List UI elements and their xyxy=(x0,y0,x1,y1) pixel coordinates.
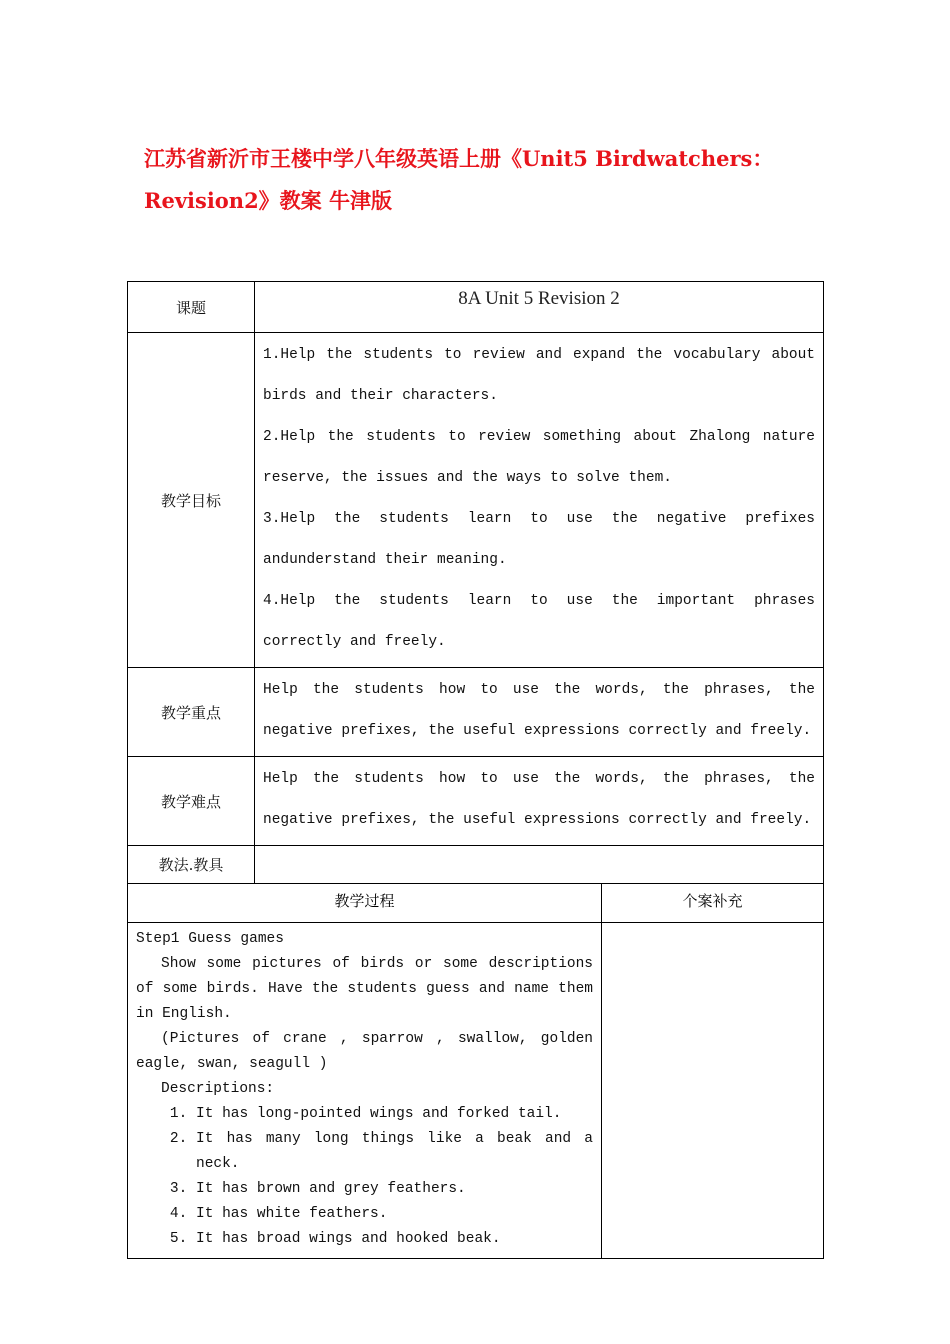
description-item: 3. It has brown and grey feathers. xyxy=(196,1177,593,1202)
difficult-points-row xyxy=(128,757,824,846)
description-item: 4. It has white feathers. xyxy=(196,1202,593,1227)
description-item: 5. It has broad wings and hooked beak. xyxy=(196,1227,593,1252)
process-header: 教学过程 xyxy=(128,884,602,923)
goals-label: 教学目标 xyxy=(128,333,255,668)
step-intro: Show some pictures of birds or some descriptions of some birds. Have the students guess and name them in English. xyxy=(136,956,593,1022)
supplement-header: 个案补充 xyxy=(602,884,824,923)
description-item: 1. It has long-pointed wings and forked tail. xyxy=(196,1102,593,1127)
process-row xyxy=(128,923,824,1259)
methods-label: 教法.教具 xyxy=(128,846,255,884)
document-title-line-2: Revision2》教案 牛津版 xyxy=(144,188,392,213)
goals-row xyxy=(128,333,824,668)
key-points-text: Help the students how to use the words, the phrases, the negative prefixes, the useful expressions correctly and freely. xyxy=(263,682,816,739)
topic-row xyxy=(128,282,824,333)
topic-label: 课题 xyxy=(128,282,255,333)
step-pictures: (Pictures of crane , sparrow , swallow, golden eagle, swan, seagull ) xyxy=(136,1031,593,1072)
methods-value xyxy=(255,846,824,884)
difficult-points-label: 教学难点 xyxy=(128,757,255,846)
descriptions-label: Descriptions: xyxy=(161,1081,275,1097)
key-points-row xyxy=(128,668,824,757)
topic-value: 8A Unit 5 Revision 2 xyxy=(255,282,824,333)
goal-item: 3.Help the students learn to use the negative prefixes andunderstand their meaning. xyxy=(263,511,816,568)
goal-item: 1.Help the students to review and expand the vocabulary about birds and their characters. xyxy=(263,347,816,404)
document-title xyxy=(144,138,824,222)
difficult-points-cell xyxy=(255,757,824,846)
supplement-cell xyxy=(602,923,824,1259)
lesson-plan-table xyxy=(127,281,824,1259)
goal-item: 2.Help the students to review something about Zhalong nature reserve, the issues and the ways to solve them. xyxy=(263,429,816,486)
process-header-row xyxy=(128,884,824,923)
description-item: 2. It has many long things like a beak and a neck. xyxy=(196,1127,593,1177)
difficult-points-text: Help the students how to use the words, the phrases, the negative prefixes, the useful expressions correctly and freely. xyxy=(263,771,816,828)
methods-row xyxy=(128,846,824,884)
goal-item: 4.Help the students learn to use the important phrases correctly and freely. xyxy=(263,593,816,650)
goals-cell xyxy=(255,333,824,668)
document-title-line-1: 江苏省新沂市王楼中学八年级英语上册《Unit5 Birdwatchers： xyxy=(144,146,774,171)
process-cell xyxy=(128,923,602,1259)
key-points-label: 教学重点 xyxy=(128,668,255,757)
step-title: Step1 Guess games xyxy=(136,931,284,947)
descriptions-list xyxy=(136,1102,593,1252)
key-points-cell xyxy=(255,668,824,757)
